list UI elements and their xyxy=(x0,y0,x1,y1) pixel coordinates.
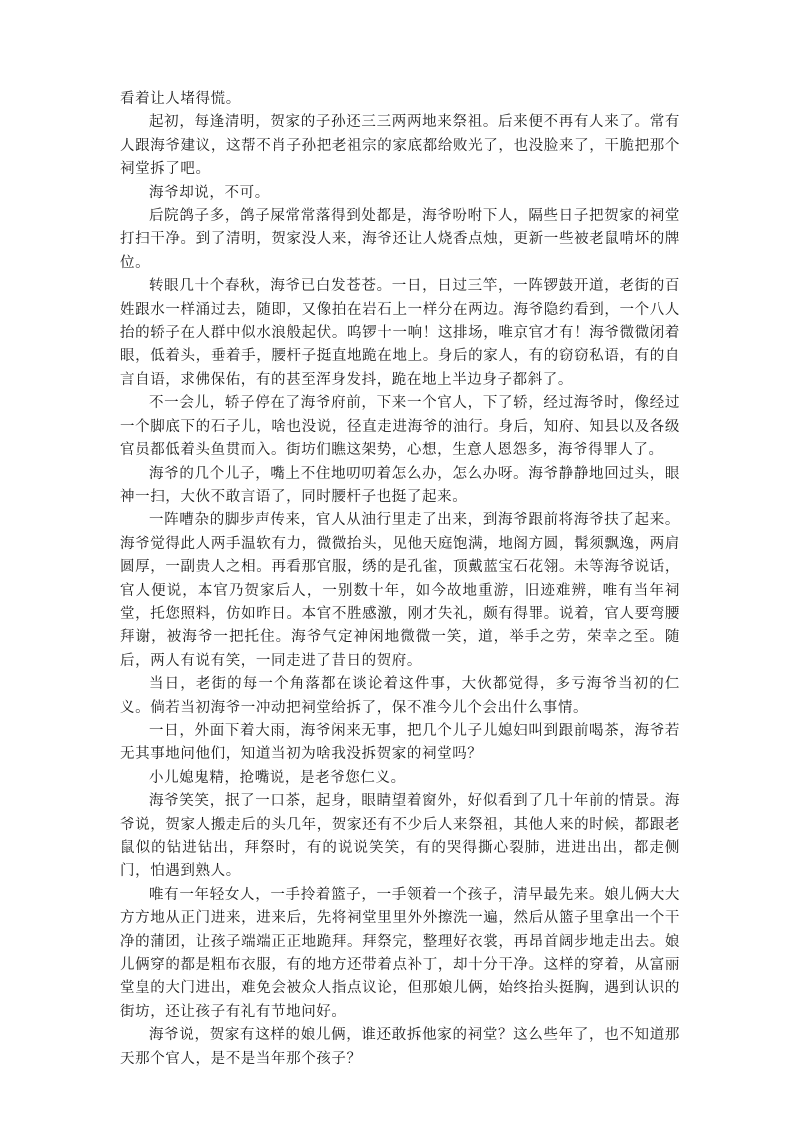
paragraph: 海爷的几个儿子，嘴上不住地叨叨着怎么办，怎么办呀。海爷静静地回过头，眼神一扫，大伙不敢言语了，同时腰杆子也挺了起来。 xyxy=(120,465,680,505)
paragraph: 看着让人堵得慌。 xyxy=(120,91,241,107)
paragraph: 小儿媳鬼精，抢嘴说，是老爷您仁义。 xyxy=(149,769,406,786)
paragraph: 当日，老街的每一个角落都在谈论着这件事，大伙都觉得，多亏海爷当初的仁义。倘若当初海爷一冲动把祠堂给拆了，保不准今儿个会出什么事情。 xyxy=(120,676,680,716)
paragraph: 唯有一年轻女人，一手拎着篮子，一手领着一个孩子，清早最先来。娘儿俩大大方方地从正门进来，进来后，先将祠堂里里外外擦洗一遍，然后从篮子里拿出一个干净的蒲团，让孩子端端正正地跪拜。拜祭完，整理好衣裳，再昂首阔步地走出去。娘儿俩穿的都是粗布衣服，有的地方还带着点补丁，却十分干净。这样的穿着，从富丽堂皇的大门进出，难免会被众人指点议论，但那娘儿俩，始终抬头挺胸，遇到认识的街坊，还让孩子有礼有节地问好。 xyxy=(120,886,680,1020)
paragraph: 海爷笑笑，抿了一口茶，起身，眼睛望着窗外，好似看到了几十年前的情景。海爷说，贺家人搬走后的头几年，贺家还有不少后人来祭祖，其他人来的时候，都跟老鼠似的钻进钻出，拜祭时，有的说说笑笑，有的哭得撕心裂肺，进进出出，都走侧门，怕遇到熟人。 xyxy=(120,793,680,880)
paragraph: 转眼几十个春秋，海爷已白发苍苍。一日，日过三竿，一阵锣鼓开道，老街的百姓跟水一样涌过去，随即，又像拍在岩石上一样分在两边。海爷隐约看到，一个八人抬的轿子在人群中似水浪般起伏。呜锣十一响！这排场，唯京官才有！海爷微微闭着眼，低着头，垂着手，腰杆子挺直地跪在地上。身后的家人，有的窃窃私语，有的自言自语，求佛保佑，有的甚至浑身发抖，跪在地上半边身子都斜了。 xyxy=(120,278,680,388)
paragraph: 海爷说，贺家有这样的娘儿俩，谁还敢拆他家的祠堂？这么些年了，也不知道那天那个官人，是不是当年那个孩子？ xyxy=(120,1027,680,1067)
paragraph: 不一会儿，轿子停在了海爷府前，下来一个官人，下了轿，经过海爷时，像经过一个脚底下的石子儿，啥也没说，径直走进海爷的油行。身后，知府、知县以及各级官员都低着头鱼贯而入。街坊们瞧这架势，心想，生意人恩怨多，海爷得罪人了。 xyxy=(120,395,680,459)
paragraph: 起初，每逢清明，贺家的子孙还三三两两地来祭祖。后来便不再有人来了。常有人跟海爷建议，这帮不肖子孙把老祖宗的家底都给败光了，也没脸来了，干脆把那个祠堂拆了吧。 xyxy=(120,114,680,178)
document-page xyxy=(120,88,680,1071)
paragraph: 一日，外面下着大雨，海爷闲来无事，把几个儿子儿媳妇叫到跟前喝茶，海爷若无其事地问他们，知道当初为啥我没拆贺家的祠堂吗？ xyxy=(120,722,680,763)
paragraph: 海爷却说，不可。 xyxy=(149,184,270,201)
paragraph: 一阵嘈杂的脚步声传来，官人从油行里走了出来，到海爷跟前将海爷扶了起来。海爷觉得此人两手温软有力，微微抬头，见他天庭饱满，地阁方圆，髯须飘逸，两肩圆厚，一副贵人之相。再看那官服，绣的是孔雀，顶戴蓝宝石花翎。未等海爷说话，官人便说，本官乃贺家后人，一别数十年，如今故地重游，旧迹难辨，唯有当年祠堂，托您照料，仿如昨日。本官不胜感激，刚才失礼，颇有得罪。说着，官人要弯腰拜谢，被海爷一把托住。海爷气定神闲地微微一笑，道，举手之劳，荣幸之至。随后，两人有说有笑，一同走进了昔日的贺府。 xyxy=(120,512,680,669)
paragraph: 后院鸽子多，鸽子屎常常落得到处都是，海爷吩咐下人，隔些日子把贺家的祠堂打扫干净。到了清明，贺家没人来，海爷还让人烧香点烛，更新一些被老鼠啃坏的牌位。 xyxy=(120,208,680,271)
